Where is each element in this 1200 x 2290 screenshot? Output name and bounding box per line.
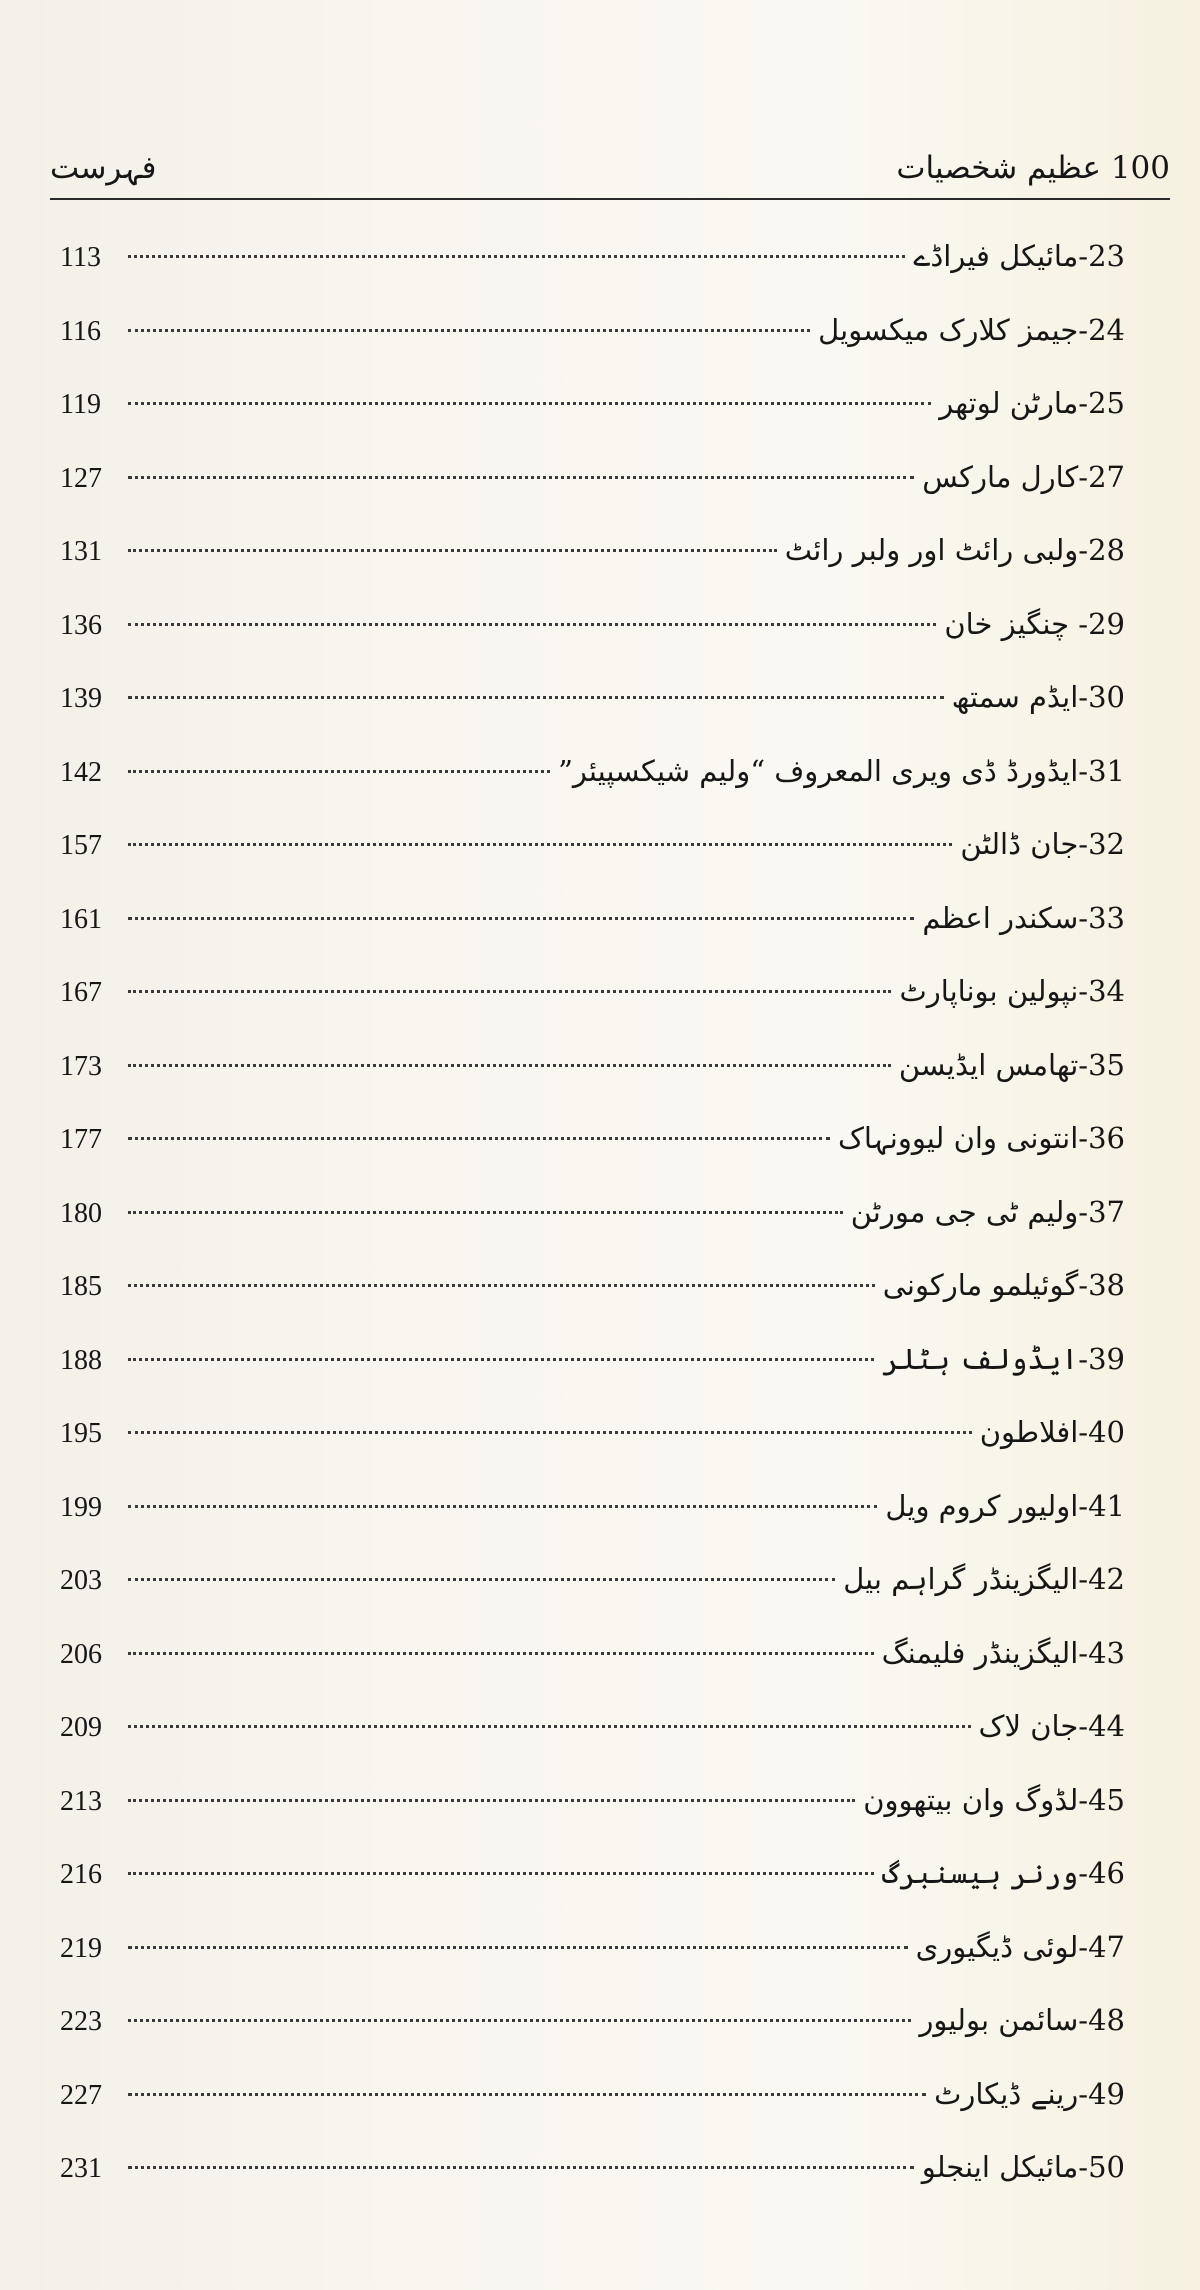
toc-entry-title: 45-لڈوگ وان بیتھوون xyxy=(863,1782,1125,1817)
toc-entry xyxy=(60,1617,1125,1691)
toc-entry-title: 43-الیگزینڈر فلیمنگ xyxy=(881,1635,1125,1670)
toc-entry xyxy=(60,1249,1125,1323)
toc-entry xyxy=(60,1470,1125,1544)
toc-page-number: 161 xyxy=(60,903,102,935)
toc-entry xyxy=(60,1837,1125,1911)
toc-entry-title: 40-افلاطون xyxy=(979,1415,1125,1449)
toc-entry xyxy=(60,735,1125,809)
dot-leader xyxy=(128,327,810,332)
toc-entry-title: 50-مائیکل اینجلو xyxy=(921,2150,1125,2184)
dot-leader xyxy=(128,253,905,258)
toc-entry-title: 34-نپولین بوناپارٹ xyxy=(899,974,1125,1008)
dot-leader xyxy=(128,474,914,479)
toc-entry xyxy=(60,588,1125,662)
toc-entry xyxy=(60,514,1125,588)
toc-page-number: 185 xyxy=(60,1271,102,1302)
toc-entry xyxy=(60,441,1125,515)
toc-page-number: 206 xyxy=(60,1638,102,1670)
dot-leader xyxy=(128,1282,875,1287)
toc-entry xyxy=(60,367,1125,441)
toc-entry xyxy=(60,1102,1125,1176)
dot-leader xyxy=(128,547,777,552)
toc-page-number: 227 xyxy=(60,2079,102,2111)
dot-leader xyxy=(128,988,891,993)
book-title: 100 عظیم شخصیات xyxy=(896,150,1170,186)
dot-leader xyxy=(128,400,931,405)
toc-page-number: 209 xyxy=(60,1712,102,1743)
toc-page-number: 188 xyxy=(60,1344,102,1376)
toc-entry xyxy=(60,2131,1125,2205)
dot-leader xyxy=(128,1135,830,1140)
dot-leader xyxy=(128,1723,971,1728)
toc-entry-title: 32-جان ڈالٹن xyxy=(960,827,1125,861)
toc-page-number: 142 xyxy=(60,756,102,788)
toc-entry xyxy=(60,1911,1125,1985)
toc-entry xyxy=(60,1690,1125,1764)
dot-leader xyxy=(128,1870,874,1875)
toc-entry xyxy=(60,1176,1125,1250)
toc-entry xyxy=(60,808,1125,882)
toc-entry-title: 37-ولیم ٹی جی مورٹن xyxy=(850,1194,1125,1229)
toc-entry-title: 39-ایڈولف ہٹلر xyxy=(882,1341,1125,1376)
toc-page-number: 213 xyxy=(60,1785,102,1817)
toc-entry xyxy=(60,661,1125,735)
dot-leader xyxy=(128,1797,855,1802)
toc-entry-title: 44-جان لاک xyxy=(978,1709,1125,1743)
table-of-contents xyxy=(60,220,1125,2205)
dot-leader xyxy=(128,1209,843,1214)
toc-page-number: 139 xyxy=(60,683,102,714)
toc-page-number: 131 xyxy=(60,536,102,567)
toc-page-number: 177 xyxy=(60,1124,102,1155)
toc-entry-title: 38-گوئیلمو مارکونی xyxy=(882,1268,1125,1302)
toc-entry-title: 46-ورنر ہیسنبرگ xyxy=(882,1856,1125,1890)
toc-page-number: 136 xyxy=(60,609,102,641)
toc-page-number: 167 xyxy=(60,977,102,1008)
toc-entry xyxy=(60,1396,1125,1470)
toc-entry xyxy=(60,955,1125,1029)
toc-entry xyxy=(60,2058,1125,2132)
toc-entry-title: 35-تھامس ایڈیسن xyxy=(898,1047,1125,1082)
toc-page-number: 127 xyxy=(60,462,102,494)
page-header xyxy=(50,140,1170,200)
dot-leader xyxy=(128,1062,891,1067)
toc-page-number: 116 xyxy=(60,315,101,347)
dot-leader xyxy=(128,1576,835,1581)
toc-entry-title: 42-الیگزینڈر گراہم بیل xyxy=(843,1562,1125,1596)
section-title: فہرست xyxy=(50,150,157,186)
toc-page-number: 231 xyxy=(60,2153,102,2184)
toc-entry xyxy=(60,1029,1125,1103)
toc-entry-title: 24-جیمز کلارک میکسویل xyxy=(818,312,1125,347)
dot-leader xyxy=(128,2091,926,2096)
toc-page-number: 195 xyxy=(60,1418,102,1449)
toc-entry-title: 31-ایڈورڈ ڈی ویری المعروف “ولیم شیکسپیئر” xyxy=(558,753,1125,788)
toc-entry-title: 25-مارٹن لوتھر xyxy=(939,386,1125,420)
toc-page-number: 223 xyxy=(60,2006,102,2037)
toc-page-number: 180 xyxy=(60,1197,102,1229)
toc-entry xyxy=(60,1984,1125,2058)
toc-page-number: 113 xyxy=(60,242,101,273)
toc-entry xyxy=(60,294,1125,368)
dot-leader xyxy=(128,694,944,699)
toc-page-number: 173 xyxy=(60,1050,102,1082)
toc-entry-title: 36-انتونی وان لیوونہاک xyxy=(837,1121,1125,1155)
toc-page-number: 219 xyxy=(60,1932,102,1964)
toc-entry xyxy=(60,1323,1125,1397)
dot-leader xyxy=(128,2017,911,2022)
toc-page-number: 203 xyxy=(60,1565,102,1596)
toc-entry xyxy=(60,882,1125,956)
dot-leader xyxy=(128,1429,972,1434)
toc-page-number: 157 xyxy=(60,830,102,861)
toc-entry-title: 49-رینے ڈیکارٹ xyxy=(934,2076,1125,2111)
toc-entry-title: 30-ایڈم سمتھ xyxy=(951,680,1125,714)
toc-entry xyxy=(60,1764,1125,1838)
toc-entry-title: 29- چنگیز خان xyxy=(944,606,1125,641)
toc-entry-title: 27-کارل مارکس xyxy=(922,459,1125,494)
toc-entry-title: 28-ولبی رائٹ اور ولبر رائٹ xyxy=(784,533,1125,567)
dot-leader xyxy=(128,621,936,626)
toc-page-number: 199 xyxy=(60,1491,102,1523)
toc-entry xyxy=(60,1543,1125,1617)
toc-entry-title: 47-لوئی ڈیگیوری xyxy=(915,1929,1125,1964)
dot-leader xyxy=(128,1356,874,1361)
dot-leader xyxy=(128,1944,908,1949)
toc-page-number: 216 xyxy=(60,1859,102,1890)
dot-leader xyxy=(128,841,952,846)
dot-leader xyxy=(128,1650,874,1655)
dot-leader xyxy=(128,1503,877,1508)
dot-leader xyxy=(128,915,914,920)
toc-entry-title: 41-اولیور کروم ویل xyxy=(885,1488,1125,1523)
toc-entry xyxy=(60,220,1125,294)
toc-entry-title: 33-سکندر اعظم xyxy=(922,900,1125,935)
toc-entry-title: 23-مائیکل فیراڈے xyxy=(913,239,1125,273)
dot-leader xyxy=(128,768,550,773)
dot-leader xyxy=(128,2164,914,2169)
toc-page-number: 119 xyxy=(60,389,101,420)
toc-entry-title: 48-سائمن بولیور xyxy=(919,2003,1125,2037)
